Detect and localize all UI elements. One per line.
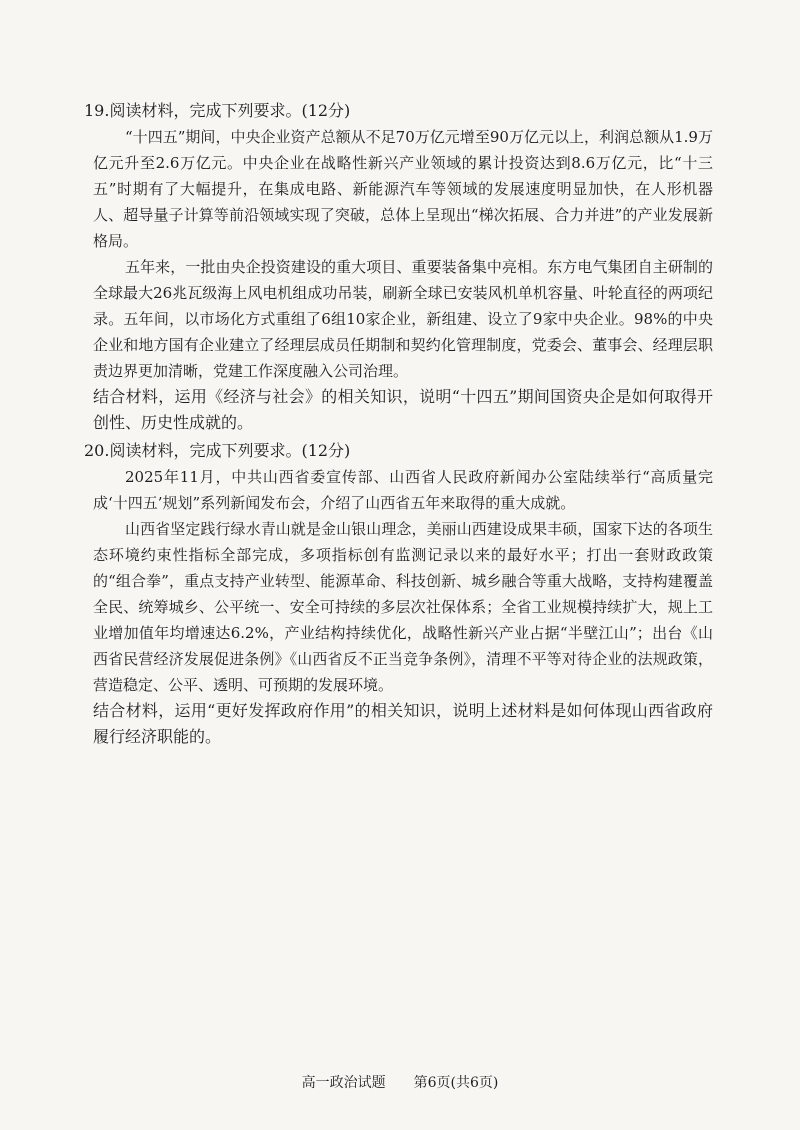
footer-subject: 高一政治试题 — [301, 1075, 386, 1091]
question-20 — [84, 438, 713, 750]
page-footer — [0, 1073, 800, 1093]
question-19-material-paragraph-2: 五年来，一批由央企投资建设的重大项目、重要装备集中亮相。东方电气集团自主研制的全球最大26兆瓦级海上风电机组成功吊装，刷新全球已安装风机单机容量、叶轮直径的两项纪录。五年间，以市场化方式重组了6组10家企业，新组建、设立了9家中央企业。98%的中央企业和地方国有企业建立了经理层成员任期制和契约化管理制度，党委会、董事会、经理层职责边界更加清晰，党建工作深度融入公司治理。 — [93, 258, 713, 380]
footer-page-number: 第6页(共6页) — [413, 1075, 499, 1091]
question-20-material-paragraph-1: 2025年11月，中共山西省委宣传部、山西省人民政府新闻办公室陆续举行“高质量完成‘十四五’规划”系列新闻发布会，介绍了山西省五年来取得的重大成就。 — [93, 468, 713, 512]
question-19-task: 结合材料，运用《经济与社会》的相关知识，说明“十四五”期间国资央企是如何取得开创性、历史性成就的。 — [93, 387, 713, 432]
question-20-material-paragraph-2: 山西省坚定践行绿水青山就是金山银山理念，美丽山西建设成果丰硕，国家下达的各项生态环境约束性指标全部完成，多项指标创有监测记录以来的最好水平；打出一套财政政策的“组合拳”，重点支持产业转型、能源革命、科技创新、城乡融合等重大战略，支持构建覆盖全民、统筹城乡、公平统一、安全可持续的多层次社保体系；全省工业规模持续扩大，规上工业增加值年均增速达6.2%，产业结构持续优化，战略性新兴产业占据“半壁江山”；出台《山西省民营经济发展促进条例》《山西省反不正当竞争条例》，清理不平等对待企业的法规政策，营造稳定、公平、透明、可预期的发展环境。 — [93, 520, 713, 694]
question-19-material-paragraph-1: “十四五”期间，中央企业资产总额从不足70万亿元增至90万亿元以上，利润总额从1.9万亿元升至2.6万亿元。中央企业在战略性新兴产业领域的累计投资达到8.6万亿元，比“十三五”时期有了大幅提升，在集成电路、新能源汽车等领域的发展速度明显加快，在人形机器人、超导量子计算等前沿领域实现了突破，总体上呈现出“梯次拓展、合力并进”的产业发展新格局。 — [93, 128, 713, 250]
question-20-title: 20.阅读材料，完成下列要求。(12分) — [84, 441, 351, 460]
question-19 — [84, 98, 713, 436]
question-19-title: 19.阅读材料，完成下列要求。(12分) — [84, 101, 351, 120]
exam-content — [84, 98, 713, 750]
question-20-task: 结合材料，运用“更好发挥政府作用”的相关知识，说明上述材料是如何体现山西省政府履行经济职能的。 — [93, 701, 713, 746]
